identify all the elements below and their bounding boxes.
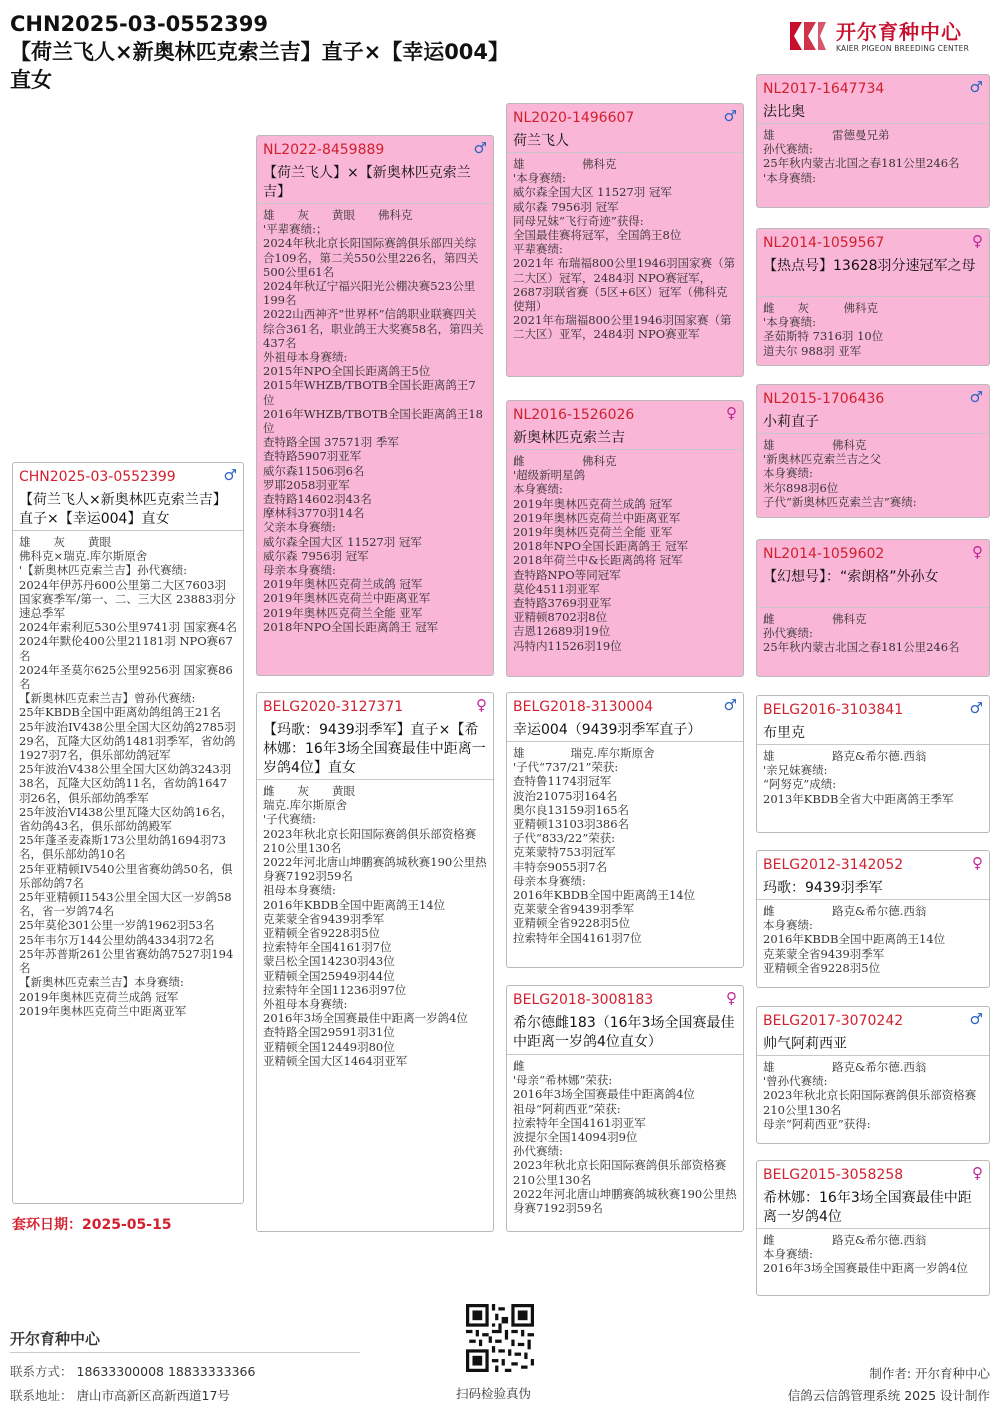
female-icon: ♀ <box>476 696 487 714</box>
pigeon-name: 【荷兰飞人】×【新奥林匹克索兰吉】 <box>263 165 471 200</box>
pigeon-info: 雌 灰 黄眼 瑞克.库尔斯原舍 '子代赛绩: 2023年秋北京长阳国际赛鸽俱乐部资格赛210公里130名 2022年河北唐山坤鹏赛鸽城秋赛190公里热身赛7192羽59名 祖母本身赛绩: 2016年KBDB全国中距离鸽王14位 克莱蒙全省9439羽季军 亚精顿全省9228羽5位 拉索特年全国4161羽7位 蒙吕松全国14230羽43位 亚精顿全国25949羽44位 拉索特年全国11236羽97位 外祖母本身赛绩: 2016年3场全国赛最佳中距离一岁鸽4位 查特路全国29591羽31位 亚精顿全国12449羽80位 亚精顿全国大区1464羽亚军 <box>263 784 487 1068</box>
male-icon: ♂ <box>473 139 487 157</box>
male-icon: ♂ <box>223 466 237 484</box>
divider <box>757 296 989 297</box>
dam-dam-card[interactable] <box>506 985 744 1232</box>
footer-divider <box>10 1352 360 1353</box>
pigeon-name: 【热点号】13628羽分速冠军之母 <box>763 258 976 274</box>
dsd-card[interactable] <box>756 850 990 988</box>
logo-name-cn: 开尔育种中心 <box>836 20 962 44</box>
subject-card[interactable] <box>12 462 244 1204</box>
divider <box>507 1054 743 1055</box>
female-icon: ♀ <box>972 1164 983 1182</box>
pigeon-name: 幸运004（9439羽季军直子） <box>513 722 702 738</box>
divider <box>757 123 989 124</box>
divider <box>507 449 743 450</box>
pigeon-name: 荷兰飞人 <box>513 133 569 149</box>
pigeon-info: 雌 路克&希尔德.西翁 本身赛绩: 2016年KBDB全国中距离鸽王14位 克莱蒙全省9439羽季军 亚精顿全省9228羽5位 <box>763 904 946 975</box>
pigeon-name: 帅气阿莉西亚 <box>763 1036 847 1052</box>
footer-org: 开尔育种中心 <box>10 1330 101 1348</box>
divider <box>757 899 989 900</box>
footer-contact <box>10 1362 255 1380</box>
pigeon-info: 雄 路克&希尔德.西翁 '亲兄妹赛绩: “阿努克”成绩: 2013年KBDB全省大中距离鸽王季军 <box>763 749 954 806</box>
divider <box>757 1055 989 1056</box>
ring-number: BELG2017-3070242 <box>763 1013 904 1029</box>
male-icon: ♂ <box>969 78 983 96</box>
system-credit: 信鸽云信鸽管理系统 2025 设计制作 <box>787 1388 990 1403</box>
divider <box>757 744 989 745</box>
pigeon-info: 雌 灰 佛科克 '本身赛绩: 圣茹斯特 7316羽 10位 道夫尔 988羽 亚军 <box>763 301 884 358</box>
pigeon-name: 法比奥 <box>763 104 805 120</box>
male-icon: ♂ <box>969 388 983 406</box>
pigeon-info: 雄 瑞克.库尔斯原舍 '子代“737/21”荣获: 查特鲁1174羽冠军 波治21075羽164名 奥尔良13159羽165名 亚精顿13103羽386名 子代“833/22”荣获: 克莱蒙特753羽冠军 丰特奈9055羽7名 母亲本身赛绩: 2016年KBDB全国中距离鸽王14位 克莱蒙全省9439羽季军 亚精顿全省9228羽5位 拉索特年全国4161羽7位 <box>513 746 696 945</box>
divider <box>13 530 243 531</box>
pigeon-info: 雄 灰 黄眼 佛科克 '平辈赛绩:； 2024年秋北京长阳国际赛鸽俱乐部四关综合109名，第二关550公里226名，第四关500公里61名 2024年秋辽宁福兴阳光公棚决赛523公里199名 2022山西神齐“世界杯”信鸽职业联赛四关综合361名，职业鸽王大奖赛58名，第四关437名 外祖母本身赛绩: 2015年NPO全国长距离鸽王5位 2015年WHZB/TBOTB全国长距离鸽王7位 2016年WHZB/TBOTB全国长距离鸽王18位 查特路全国 37571羽 季军 查特路5907羽亚军 威尔森11506羽6名 罗耶2058羽亚军 查特路14602羽43名 摩林科3770羽14名 父亲本身赛绩: 威尔森全国大区 11527羽 冠军 威尔森 7956羽 冠军 母亲本身赛绩: 2019年奥林匹克荷兰成鸽 冠军 2019年奥林匹克荷兰中距离亚军 2019年奥林匹克荷兰全能 亚军 2018年NPO全国长距离鸽王 冠军 <box>263 208 484 634</box>
pigeon-info: 雄 路克&希尔德.西翁 '曾孙代赛绩: 2023年秋北京长阳国际赛鸽俱乐部资格赛210公里130名 母亲“阿莉西亚”获得: <box>763 1060 977 1131</box>
ring-number: NL2020-1496607 <box>513 110 635 126</box>
pigeon-info: 雌 佛科克 孙代赛绩: 25年秋内蒙古北国之春181公里246名 <box>763 612 960 655</box>
pigeon-info: 雌 路克&希尔德.西翁 本身赛绩: 2016年3场全国赛最佳中距离一岁鸽4位 <box>763 1233 968 1276</box>
ring-number: NL2022-8459889 <box>263 142 385 158</box>
female-icon: ♀ <box>972 543 983 561</box>
pigeon-name: 希林娜：16年3场全国赛最佳中距离一岁鸽4位 <box>763 1190 972 1225</box>
pigeon-info: 雄 佛科克 '新奥林匹克索兰吉之父 本身赛绩: 米尔898羽6位 子代“新奥林匹克索兰吉”赛绩: <box>763 438 917 509</box>
qr-caption: 扫码检验真伪 <box>456 1386 532 1401</box>
pigeon-name: 玛歌：9439羽季军 <box>763 880 883 896</box>
male-icon: ♂ <box>969 699 983 717</box>
pigeon-info: 雄 佛科克 '本身赛绩: 威尔森全国大区 11527羽 冠军 威尔森 7956羽 冠军 同母兄妹“飞行奇迹”获得: 全国最佳赛将冠军，全国鸽王8位 平辈赛绩: 2021年 布瑞福800公里1946羽国家赛（第二大区）冠军，2484羽 NPO赛冠军，2687羽联省赛（5区+6区）冠军（佛科克使翔） 2021年布瑞福800公里1946羽国家赛（第二大区）亚军，2484羽 NPO赛亚军 <box>513 157 736 342</box>
sire-sire-card[interactable] <box>506 103 744 377</box>
contact-label: 联系方式： <box>10 1364 73 1379</box>
male-icon: ♂ <box>723 696 737 714</box>
ring-number: BELG2016-3103841 <box>763 702 904 718</box>
pigeon-info: 雌 佛科克 '超级新明星鸽 本身赛绩: 2019年奥林匹克荷兰成鸽 冠军 2019年奥林匹克荷兰中距离亚军 2019年奥林匹克荷兰全能 亚军 2018年NPO全国长距离鸽王 冠军 2018年荷兰中&长距离鸽将 冠军 查特路NPO等同冠军 莫伦4511羽亚军 查特路3769羽亚军 亚精顿8702羽8位 吉恩12689羽19位 冯特内11526羽19位 <box>513 454 689 653</box>
divider <box>257 779 493 780</box>
ring-number: BELG2012-3142052 <box>763 857 904 873</box>
dss-card[interactable] <box>756 695 990 833</box>
sire-dam-card[interactable] <box>506 400 744 677</box>
contact-value: 18633300008 18833333366 <box>76 1364 256 1379</box>
ssd-card[interactable] <box>756 228 990 366</box>
dam-sire-card[interactable] <box>506 692 744 968</box>
male-icon: ♂ <box>723 107 737 125</box>
ring-number: BELG2015-3058258 <box>763 1167 904 1183</box>
pigeon-name: 布里克 <box>763 725 805 741</box>
logo-name-en: KAIER PIGEON BREEDING CENTER <box>836 44 969 53</box>
brand-logo <box>786 14 990 58</box>
pigeon-info: 雄 灰 黄眼 佛科克×瑞克.库尔斯原舍 '【新奥林匹克索兰吉】孙代赛绩: 2024年伊苏丹600公里第二大区7603羽 国家赛季军/第一、二、三大区 23883羽分速总季军 2024年索利厄530公里9741羽 国家赛4名 2024年默伦400公里21181羽 NPO赛67名 2024年圣莫尔625公里9256羽 国家赛86名 【新奥林匹克索兰吉】曾孙代赛绩: 25年KBDB全国中距离幼鸽组鸽王21名 25年波治IV438公里全国大区幼鸽2785羽29名，瓦隆大区幼鸽1481羽季军，省幼鸽1927羽7名，俱乐部幼鸽冠军 25年波治V438公里全国大区幼鸽3243羽38名，瓦隆大区幼鸽11名，省幼鸽1647羽26名，俱乐部幼鸽季军 25年波治VI438公里瓦隆大区幼鸽16名，省幼鸽43名，俱乐部幼鸽殿军 25年蓬圣麦森斯173公里幼鸽1694羽73名，俱乐部幼鸽10名 25年亚精顿IV540公里省赛幼鸽50名，俱乐部幼鸽7名 25年亚精顿I1543公里全国大区一岁鸽58名，省一岁鸽74名 25年莫伦301公里一岁鸽1962羽53名 25年韦尔万144公里幼鸽4334羽72名 25年苏普斯261公里省赛幼鸽7527羽194名 【新奥林匹克索兰吉】本身赛绩: 2019年奥林匹克荷兰成鸽 冠军 2019年奥林匹克荷兰中距离亚军 <box>19 535 237 1018</box>
pigeon-name: 希尔德雌183（16年3场全国赛最佳中距离一岁鸽4位直女） <box>513 1015 735 1050</box>
pigeon-info: 雌 '母亲“希林娜”荣获: 2016年3场全国赛最佳中距离鸽4位 祖母“阿莉西亚”荣获: 拉索特年全国4161羽亚军 波提尔全国14094羽9位 孙代赛绩: 2023年秋北京长阳国际赛鸽俱乐部资格赛210公里130名 2022年河北唐山坤鹏赛鸽城秋赛190公里热身赛7192羽59名 <box>513 1059 737 1216</box>
female-icon: ♀ <box>726 989 737 1007</box>
qr-code-icon[interactable] <box>466 1304 534 1372</box>
divider <box>757 607 989 608</box>
footer-address <box>10 1386 230 1404</box>
ddd-card[interactable] <box>756 1160 990 1296</box>
divider <box>757 433 989 434</box>
divider <box>757 1228 989 1229</box>
ring-number: NL2016-1526026 <box>513 407 635 423</box>
male-icon: ♂ <box>969 1010 983 1028</box>
dam-card[interactable] <box>256 692 494 1232</box>
pigeon-name: 【玛歌：9439羽季军】直子×【希林娜：16年3场全国赛最佳中距离一岁鸽4位】直女 <box>263 722 486 776</box>
ring-number: BELG2018-3130004 <box>513 699 654 715</box>
divider <box>507 152 743 153</box>
address-value: 唐山市高新区高新西道17号 <box>76 1388 230 1403</box>
pigeon-name: 【幻想号】：“索朗格”外孙女 <box>763 569 939 585</box>
pigeon-name: 新奥林匹克索兰吉 <box>513 430 625 446</box>
female-icon: ♀ <box>972 232 983 250</box>
female-icon: ♀ <box>726 404 737 422</box>
maker-credit: 制作者: 开尔育种中心 <box>869 1366 990 1381</box>
sss-card[interactable] <box>756 74 990 208</box>
ring-number: NL2014-1059602 <box>763 546 885 562</box>
divider <box>507 741 743 742</box>
ring-number: BELG2020-3127371 <box>263 699 404 715</box>
ring-number: NL2014-1059567 <box>763 235 885 251</box>
divider <box>257 203 493 204</box>
pedigree-title: CHN2025-03-0552399 【荷兰飞人×新奥林匹克索兰吉】直子×【幸运004】直女 <box>10 12 510 92</box>
dds-card[interactable] <box>756 1006 990 1144</box>
pigeon-name: 【荷兰飞人×新奥林匹克索兰吉】直子×【幸运004】直女 <box>19 492 227 527</box>
pigeon-name: 小莉直子 <box>763 414 819 430</box>
ring-number: CHN2025-03-0552399 <box>19 469 176 485</box>
band-date: 套环日期：2025-05-15 <box>12 1217 172 1233</box>
ring-number: NL2015-1706436 <box>763 391 885 407</box>
sds-card[interactable] <box>756 384 990 518</box>
address-label: 联系地址： <box>10 1388 73 1403</box>
ring-number: NL2017-1647734 <box>763 81 885 97</box>
sire-card[interactable] <box>256 135 494 676</box>
female-icon: ♀ <box>972 854 983 872</box>
logo-mark-icon <box>786 16 828 56</box>
sdd-card[interactable] <box>756 539 990 677</box>
pigeon-info: 雄 雷德曼兄弟 孙代赛绩: 25年秋内蒙古北国之春181公里246名 '本身赛绩: <box>763 128 960 185</box>
ring-number: BELG2018-3008183 <box>513 992 654 1008</box>
